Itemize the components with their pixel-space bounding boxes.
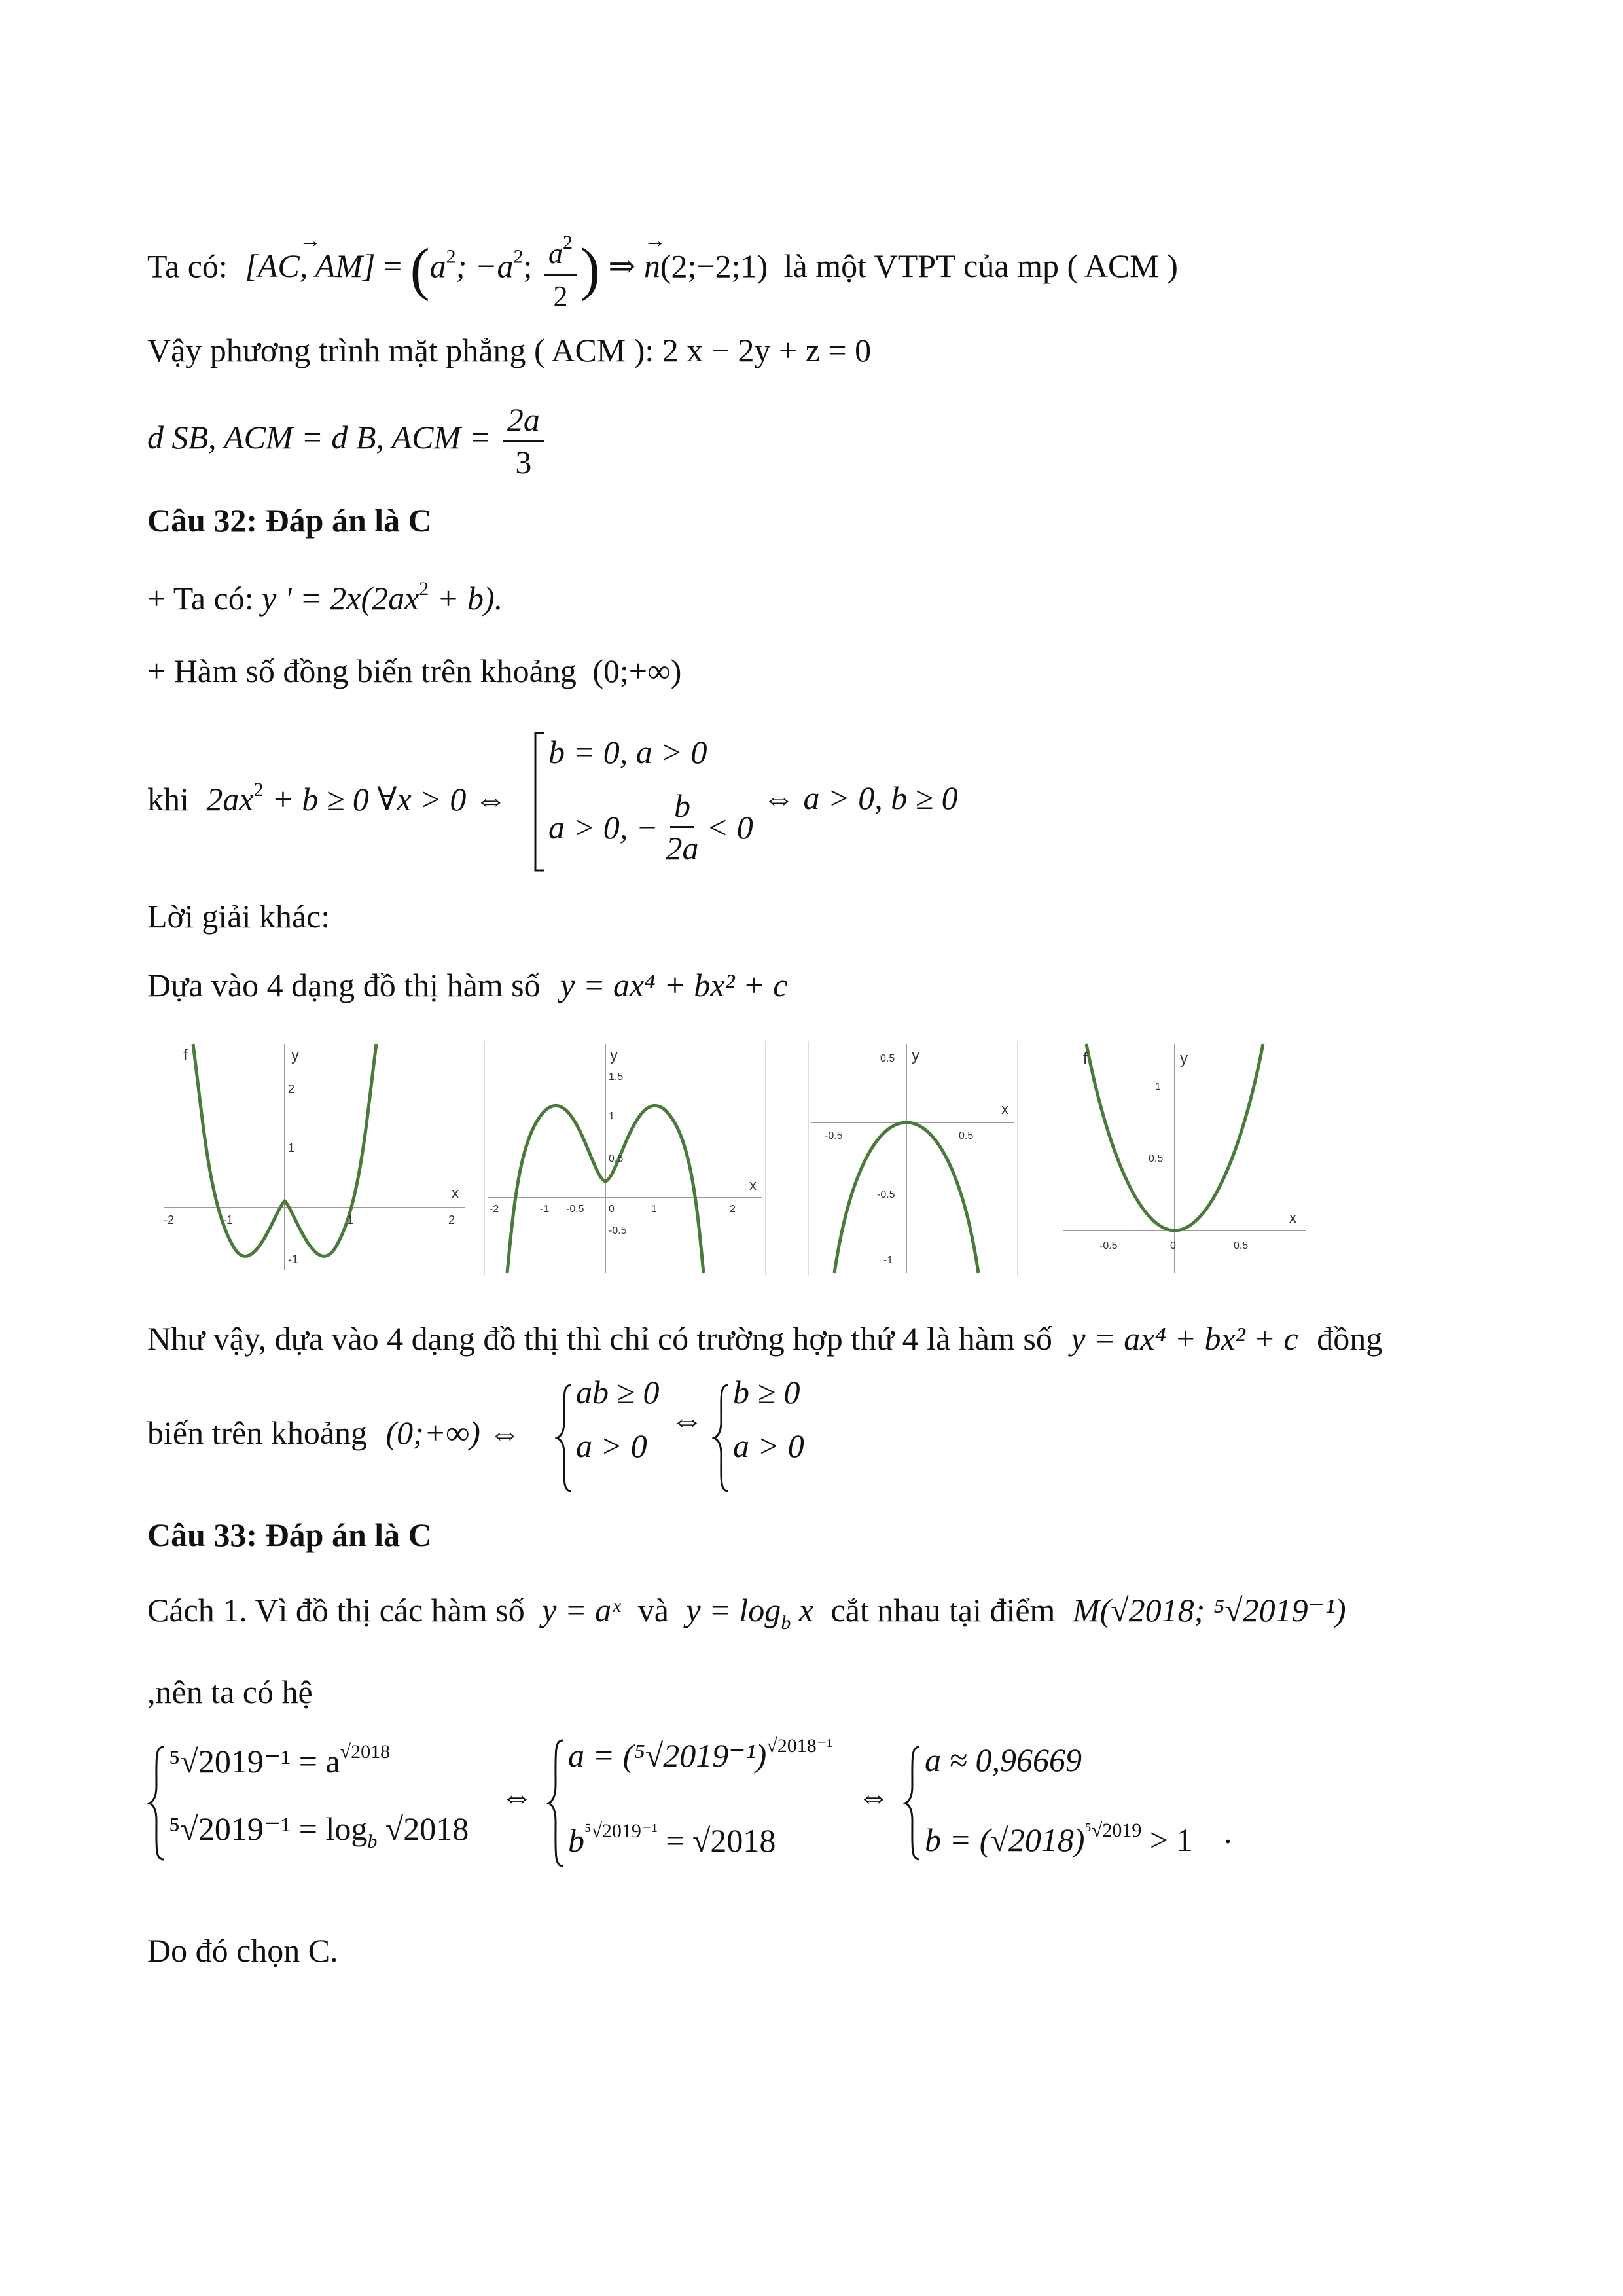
distance-lhs: d SB, ACM = d B, ACM = <box>147 418 491 456</box>
normal-vector: → n <box>644 246 660 285</box>
line-four-graphs <box>147 965 788 1005</box>
label-f: f <box>1083 1050 1088 1067</box>
question-33-heading: Câu 33: Đáp án là C <box>147 1516 432 1553</box>
eq3b-tail: > 1 <box>1141 1821 1193 1858</box>
line-method-1 <box>147 1590 1346 1643</box>
tick-1: 1 <box>288 1141 295 1155</box>
log-function <box>686 1592 814 1634</box>
tick-x-m05: -0.5 <box>566 1204 584 1215</box>
graph-2-m-shape <box>484 1041 766 1276</box>
label-y: y <box>610 1047 618 1064</box>
sys1-a: ab ≥ 0 <box>576 1374 660 1410</box>
tick-x-0: 0 <box>1170 1240 1176 1251</box>
label-y: y <box>1180 1050 1188 1067</box>
line-plane-equation: Vậy phương trình mặt phẳng ( ACM ): 2 x − 2y + z = 0 <box>147 332 872 368</box>
fraction-a2-2 <box>544 223 577 317</box>
brace-2 <box>712 1382 732 1494</box>
frac-num-text: a <box>548 238 563 270</box>
eq3b-text: b = (√2018) <box>925 1821 1085 1858</box>
tick-x-2: 2 <box>730 1204 736 1215</box>
text-khi: khi <box>147 781 189 817</box>
derivative-b: + b). <box>429 580 503 617</box>
tick-x-m05: -0.5 <box>825 1130 843 1141</box>
tick-0-5: 0.5 <box>609 1153 624 1164</box>
tick-1-5: 1.5 <box>609 1071 624 1083</box>
text-lead: Ta có: <box>147 247 228 285</box>
interval: (0;+∞) <box>592 653 682 689</box>
label-x: x <box>452 1185 459 1201</box>
eq1a-text: ⁵√2019⁻¹ = a <box>169 1743 340 1780</box>
frac-num: 2a <box>503 399 544 442</box>
eq2a-text: a = (⁵√2019⁻¹) <box>568 1737 767 1774</box>
function-expr: y = ax⁴ + bx² + c <box>1071 1320 1298 1357</box>
eq1b-sub: b <box>367 1831 378 1852</box>
exp-2: 2 <box>253 779 264 800</box>
tick-x-m2: -2 <box>490 1204 499 1215</box>
eq1b-text: ⁵√2019⁻¹ = log <box>169 1810 368 1847</box>
label-f: f <box>183 1047 188 1064</box>
tick-x-m05: -0.5 <box>1099 1240 1118 1251</box>
case-bracket <box>530 730 550 874</box>
tick-x-05: 0.5 <box>1234 1240 1249 1251</box>
alt-heading: Lời giải khác: <box>147 898 330 935</box>
vec-end: ; <box>523 247 533 285</box>
sys-iff-1: ⇔ <box>501 1778 533 1814</box>
tick-m0-5: -0.5 <box>609 1225 627 1236</box>
sys-eq-2a <box>568 1734 833 1774</box>
case-2a: a > 0, − <box>548 808 658 846</box>
line-system-intro: ,nên ta có hệ <box>147 1674 313 1710</box>
eq1b-tail: √2018 <box>377 1810 469 1847</box>
eq3b-exp: ⁵√2019 <box>1084 1820 1142 1841</box>
eq2b-tail: = √2018 <box>657 1822 776 1859</box>
graph-3-inverted-parabola <box>808 1041 1018 1276</box>
frac-num: b <box>670 785 694 828</box>
vec-a: a <box>429 247 446 285</box>
line-distance <box>147 399 548 482</box>
tick-x-m1: -1 <box>223 1213 234 1227</box>
equals: = <box>383 247 402 285</box>
paren-open: ( <box>410 237 430 302</box>
tick-0-5: 0.5 <box>880 1053 895 1064</box>
iff: ⇔ <box>671 1401 704 1438</box>
frac-num: $a^2$ <box>544 223 577 276</box>
line-increasing <box>147 651 681 691</box>
line-cross-product: Ta có: [→ AC, $AM] = (a^2$; $-a^2$; $\frac{a^2}{2}$ ) ⇒ → n(2;−2;1) là một VTPT của mp ( ACM ) <box>147 223 1178 317</box>
sys-eq-1b <box>169 1810 469 1853</box>
label-y: y <box>291 1047 299 1064</box>
text-four-graphs: Dựa vào 4 dạng đồ thị hàm số <box>147 967 541 1003</box>
line-derivative <box>147 569 503 618</box>
sys-dot: . <box>1224 1814 1232 1850</box>
text-lead: + Ta có: <box>147 580 254 617</box>
text-vtpt: là một VTPT của mp ( ACM ) <box>783 247 1178 285</box>
text-increasing: + Hàm số đồng biến trên khoảng <box>147 653 577 689</box>
log-c: x <box>791 1592 814 1628</box>
tick-m1: -1 <box>883 1255 893 1266</box>
tick-x-05: 0.5 <box>959 1130 974 1141</box>
text-conclusion: Như vậy, dựa vào 4 dạng đồ thị thì chỉ có trường hợp thứ 4 là hàm số <box>147 1320 1052 1357</box>
line-bien <box>147 1414 521 1452</box>
vec-mid: ; −a <box>455 247 514 285</box>
tick-m1: -1 <box>288 1253 299 1266</box>
tick-m0-5: -0.5 <box>877 1189 895 1200</box>
text-va: và <box>637 1592 669 1628</box>
fraction-b-2a <box>662 785 702 869</box>
tick-1: 1 <box>609 1111 615 1122</box>
eq2b-exp: ⁵√2019⁻¹ <box>584 1820 658 1842</box>
text-dong: đồng <box>1317 1320 1383 1357</box>
tick-x-0: 0 <box>609 1204 615 1215</box>
sys-iff-2: ⇔ <box>857 1778 890 1814</box>
sys-eq-1a <box>169 1741 390 1780</box>
vector-pair: → AC, AM <box>258 246 363 285</box>
tick-2: 2 <box>288 1083 295 1096</box>
sys-eq-3a: a ≈ 0,96669 <box>925 1742 1082 1778</box>
question-32-heading: Câu 32: Đáp án là C <box>147 502 432 539</box>
tick-x-m2: -2 <box>164 1213 175 1227</box>
sys2-b: a > 0 <box>733 1427 804 1464</box>
point-m: M(√2018; ⁵√2019⁻¹) <box>1072 1592 1346 1628</box>
label-x: x <box>1289 1210 1296 1226</box>
label-x: x <box>749 1177 757 1193</box>
line-final: Do đó chọn C. <box>147 1932 338 1969</box>
implies: ⇒ <box>608 247 636 285</box>
cond-b: + b ≥ 0 ∀x > 0 ⇔ <box>263 781 507 817</box>
line-condition <box>147 779 507 818</box>
sys-eq-3b <box>925 1820 1193 1859</box>
text-intersect: cắt nhau tại điểm <box>830 1592 1056 1628</box>
text-bien: biến trên khoảng <box>147 1414 368 1451</box>
sys-brace-3 <box>903 1744 923 1862</box>
label-x: x <box>1001 1101 1008 1117</box>
exp-function: y = aˣ <box>542 1592 621 1628</box>
text-method-1: Cách 1. Vì đồ thị các hàm số <box>147 1592 525 1628</box>
tick-1: 1 <box>1155 1081 1161 1092</box>
tick-x-2: 2 <box>448 1213 455 1227</box>
line-conclusion <box>147 1319 1382 1358</box>
bracket-cross: [→ AC, AM] <box>245 247 375 284</box>
sys1-b: a > 0 <box>576 1427 647 1464</box>
case-1: b = 0, a > 0 <box>548 734 707 770</box>
tick-x-m1: -1 <box>540 1204 550 1215</box>
log-a: y = log <box>686 1592 781 1628</box>
interval-iff: (0;+∞) ⇔ <box>385 1414 522 1451</box>
sys2-a: b ≥ 0 <box>733 1374 800 1410</box>
sys-brace-1 <box>147 1744 167 1862</box>
case-2 <box>548 785 753 869</box>
tick-0-5: 0.5 <box>1149 1153 1164 1164</box>
frac-den: 2 <box>553 280 568 312</box>
log-base: b <box>781 1612 791 1634</box>
function-expr: y = ax⁴ + bx² + c <box>560 967 788 1003</box>
sys-eq-2b <box>568 1820 776 1859</box>
condition-result: ⇔ a > 0, b ≥ 0 <box>762 780 958 816</box>
tick-x-1: 1 <box>347 1213 354 1227</box>
case-2b: < 0 <box>706 808 753 846</box>
graph-1-w-shape <box>157 1041 471 1276</box>
frac-den: 3 <box>515 444 532 480</box>
tick-x-1: 1 <box>651 1204 657 1215</box>
label-y: y <box>912 1047 919 1064</box>
eq2b-text: b <box>568 1822 584 1859</box>
fraction-2a-3 <box>503 399 544 482</box>
eq2a-exp: √2018⁻¹ <box>766 1735 833 1757</box>
exp-2: 2 <box>419 578 429 600</box>
graph-4-parabola <box>1060 1041 1309 1276</box>
cond-a: 2ax <box>206 781 254 817</box>
eq1a-exp: √2018 <box>340 1741 391 1763</box>
brace-1 <box>555 1382 575 1494</box>
paren-close: ) <box>580 237 600 302</box>
normal-value: (2;−2;1) <box>660 247 768 285</box>
derivative-a: y ' = 2x(2ax <box>262 580 419 617</box>
frac-den: 2a <box>666 830 699 867</box>
sys-brace-2 <box>546 1738 566 1869</box>
